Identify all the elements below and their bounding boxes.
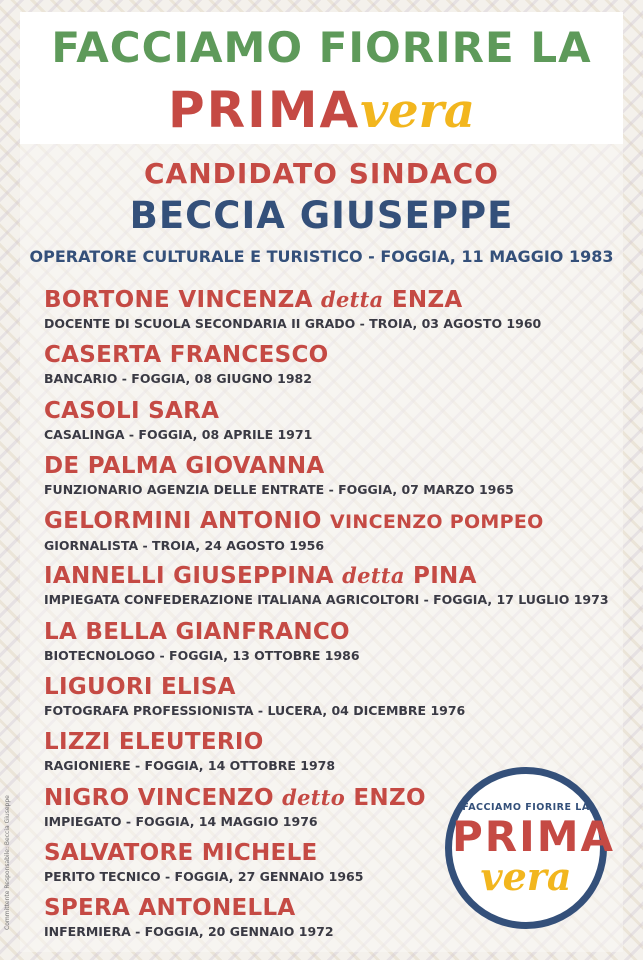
candidate-item (44, 451, 624, 506)
candidate-name-line (44, 340, 624, 370)
candidate-name: CASOLI SARA (44, 397, 220, 424)
mayor-description: OPERATORE CULTURALE E TURISTICO - FOGGIA, 11 MAGGIO 1983 (29, 247, 614, 266)
candidate-name-line (44, 672, 624, 702)
candidate-description: PERITO TECNICO - FOGGIA, 27 GENNAIO 1965 (44, 868, 364, 884)
mayor-name: BECCIA GIUSEPPE (129, 194, 514, 237)
candidate-description: IMPIEGATA CONFEDERAZIONE ITALIANA AGRICOLTORI - FOGGIA, 17 LUGLIO 1973 (44, 592, 609, 608)
candidate-name: BORTONE VINCENZA (44, 287, 313, 313)
candidate-item (44, 396, 624, 451)
candidate-item (44, 617, 624, 672)
candidate-description: FOTOGRAFA PROFESSIONISTA - LUCERA, 04 DICEMBRE 1976 (44, 703, 466, 719)
logo-top-text: FACCIAMO FIORIRE LA (462, 802, 590, 813)
candidate-nick-word: detta (342, 563, 405, 589)
campaign-logo (445, 767, 616, 929)
logo-prima: PRIMA (452, 812, 616, 861)
candidate-nickname: PINA (413, 563, 477, 590)
candidate-name: GELORMINI ANTONIO (44, 508, 322, 535)
candidate-item (44, 285, 624, 340)
candidate-name-line (44, 451, 624, 481)
title-vera: vera (360, 83, 476, 139)
candidate-extra-name: VINCENZO POMPEO (330, 511, 544, 534)
candidate-description: DOCENTE DI SCUOLA SECONDARIA II GRADO - TROIA, 03 AGOSTO 1960 (44, 316, 542, 331)
candidate-item (44, 561, 624, 616)
mayor-role: CANDIDATO SINDACO (144, 157, 499, 190)
title-line-1: FACCIAMO FIORIRE LA (51, 23, 592, 72)
candidate-name-line (44, 506, 624, 537)
candidate-nickname: ENZA (391, 287, 463, 313)
candidate-nick-word: detta (321, 287, 384, 312)
candidate-description: IMPIEGATO - FOGGIA, 14 MAGGIO 1976 (44, 813, 318, 829)
candidate-nick-word: detto (282, 784, 346, 810)
candidate-name: NIGRO VINCENZO (44, 784, 274, 811)
candidate-name: LIZZI ELEUTERIO (44, 729, 264, 756)
candidate-description: GIORNALISTA - TROIA, 24 AGOSTO 1956 (44, 538, 325, 554)
candidate-name: SALVATORE MICHELE (44, 839, 318, 866)
candidate-name-line (44, 561, 624, 591)
candidate-name: IANNELLI GIUSEPPINA (44, 563, 334, 590)
candidate-item (44, 672, 624, 727)
candidate-name-line (44, 727, 624, 757)
candidate-item (44, 506, 624, 561)
candidate-description: FUNZIONARIO AGENZIA DELLE ENTRATE - FOGGIA, 07 MARZO 1965 (44, 481, 514, 497)
candidate-name: CASERTA FRANCESCO (44, 342, 329, 369)
candidate-description: RAGIONIERE - FOGGIA, 14 OTTOBRE 1978 (44, 758, 336, 774)
side-note: Committente Responsabile: Beccia Giuseppe (4, 795, 11, 930)
candidate-description: INFERMIERA - FOGGIA, 20 GENNAIO 1972 (44, 924, 334, 940)
candidate-description: BIOTECNOLOGO - FOGGIA, 13 OTTOBRE 1986 (44, 647, 360, 663)
title-line-2 (20, 80, 623, 152)
candidate-name: SPERA ANTONELLA (44, 895, 296, 922)
candidate-name: LIGUORI ELISA (44, 674, 236, 701)
candidate-name-line (44, 285, 624, 315)
candidate-name-line (44, 617, 624, 647)
candidate-name-line (44, 396, 624, 426)
title-prima: PRIMA (167, 81, 361, 139)
candidate-name: DE PALMA GIOVANNA (44, 452, 325, 479)
candidate-item (44, 340, 624, 395)
candidate-nickname: ENZO (353, 784, 426, 811)
logo-vera: vera (480, 854, 572, 899)
candidate-description: CASALINGA - FOGGIA, 08 APRILE 1971 (44, 426, 313, 442)
candidate-description: BANCARIO - FOGGIA, 08 GIUGNO 1982 (44, 371, 312, 387)
candidate-name: LA BELLA GIANFRANCO (44, 618, 350, 645)
